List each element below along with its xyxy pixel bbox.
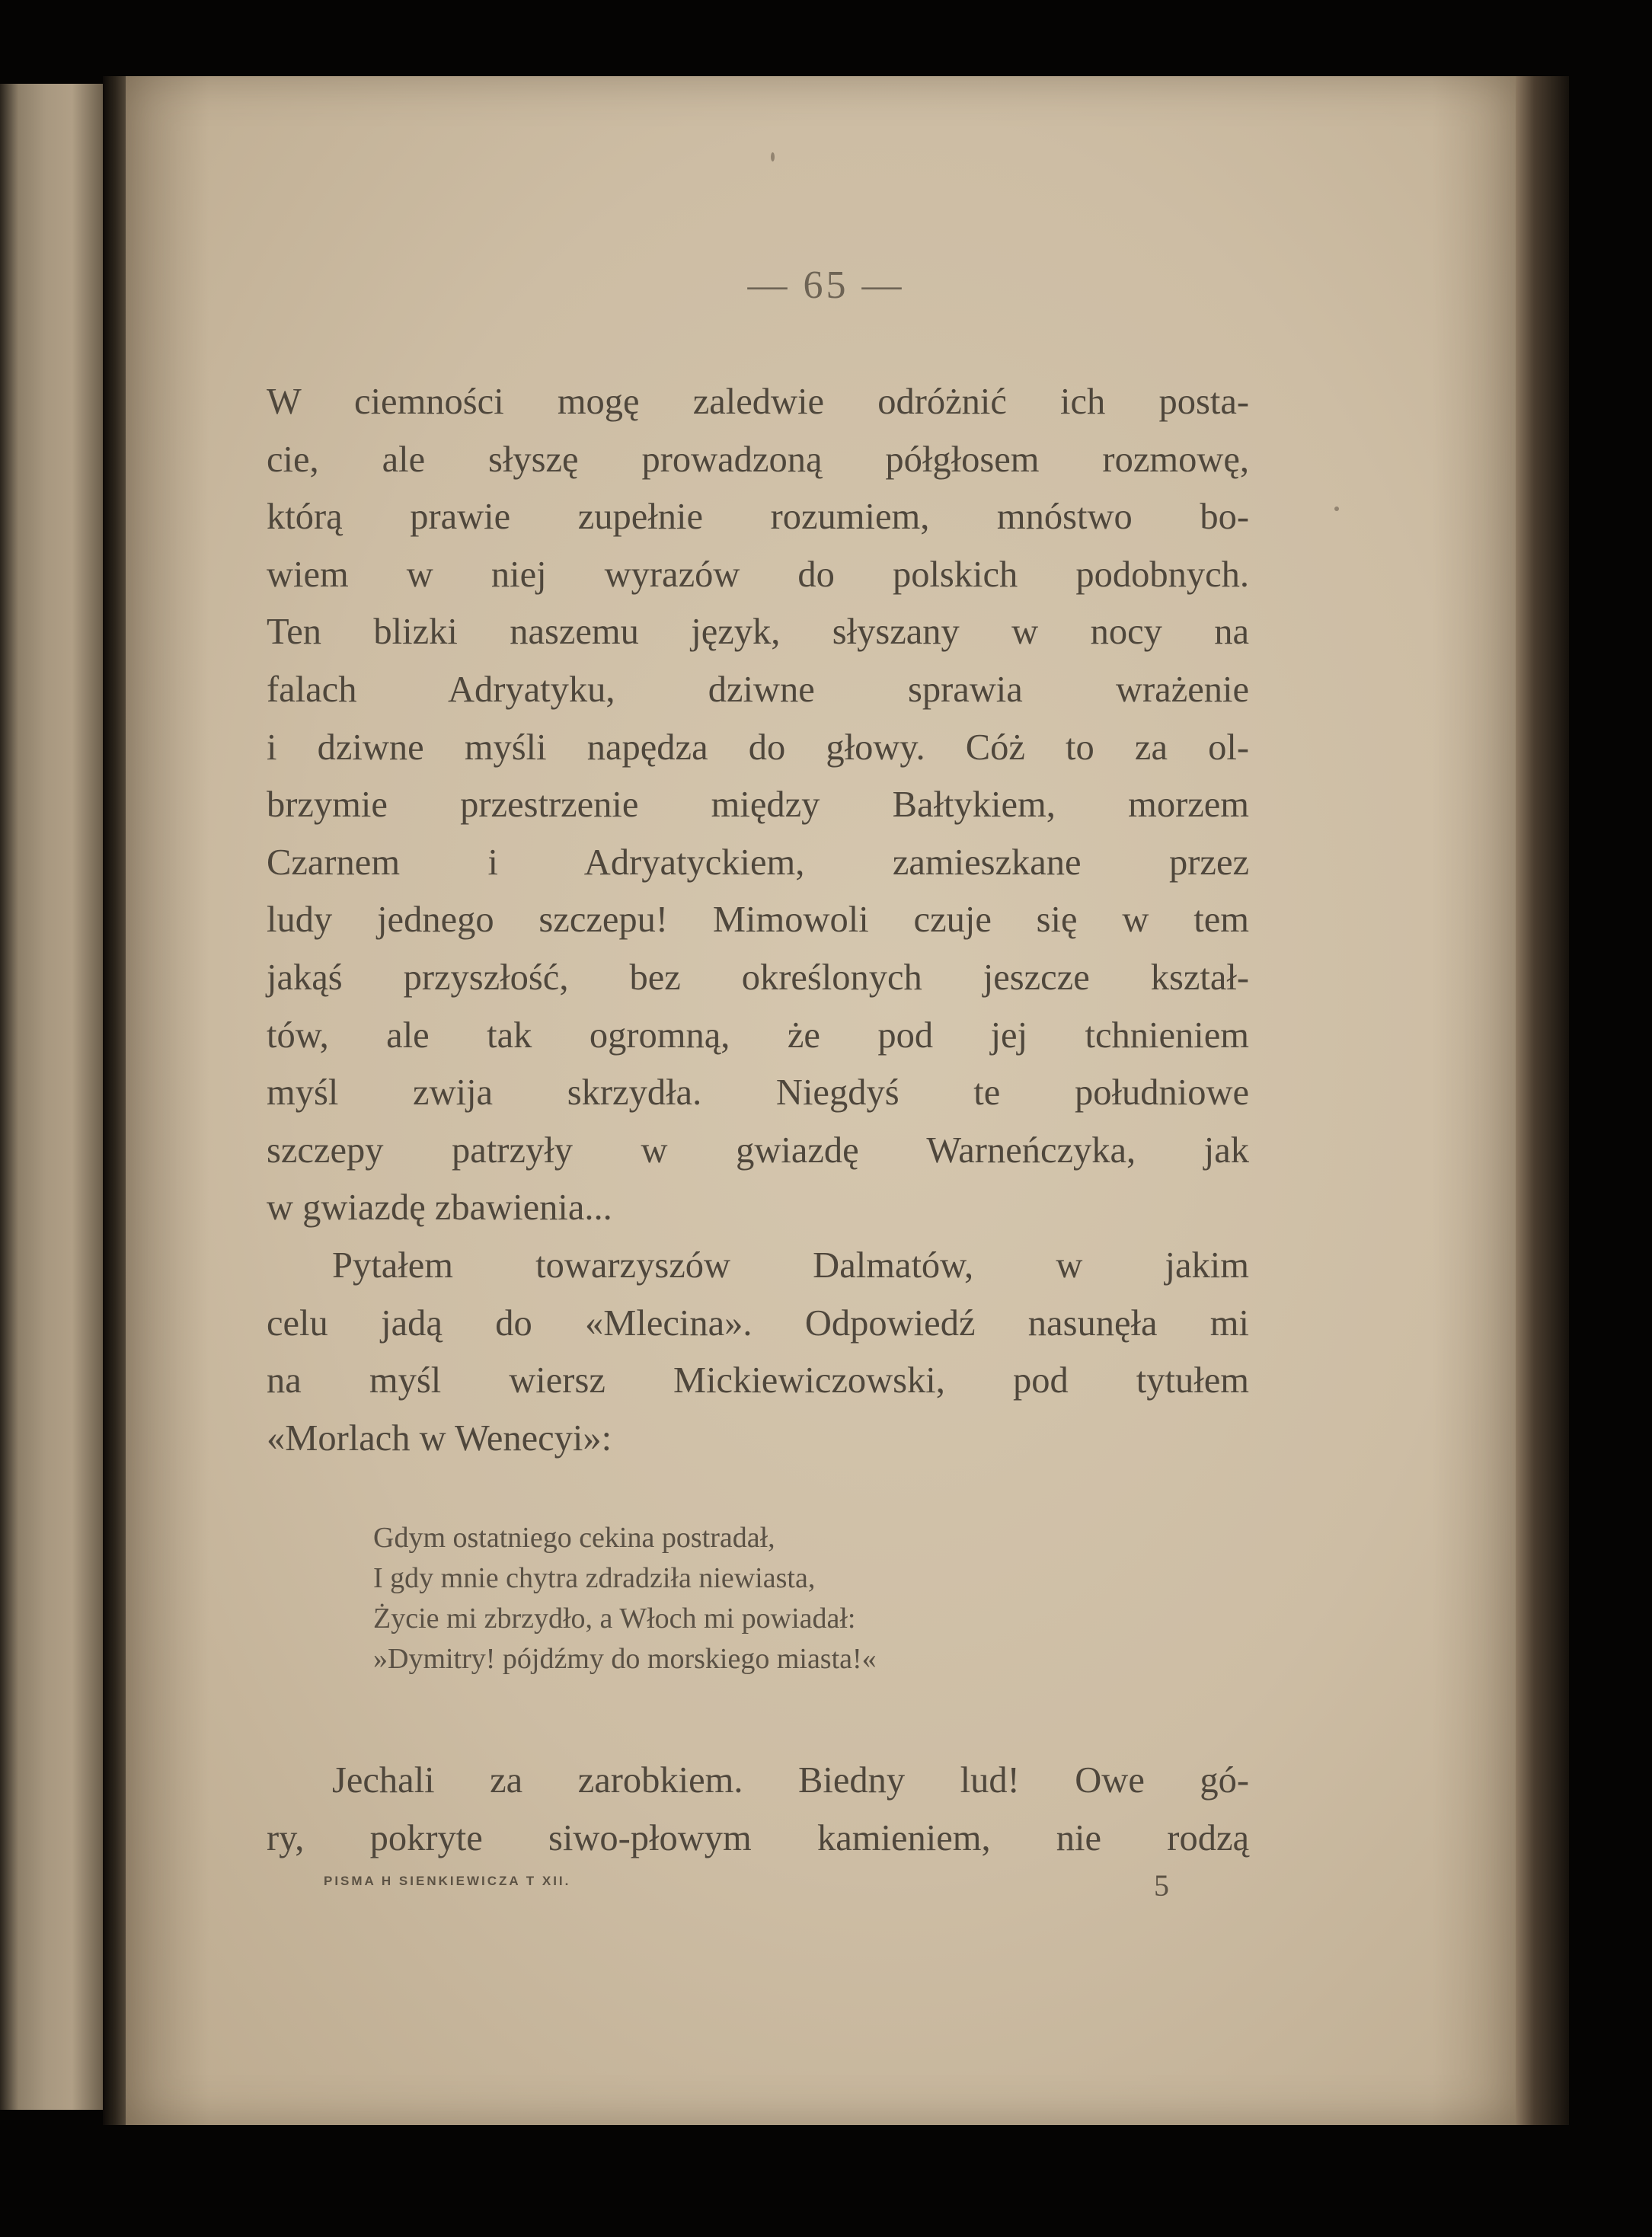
text-line: jakąś przyszłość, bez określonych jeszcze kształ-: [267, 957, 1249, 998]
text-line: brzymie przestrzenie między Bałtykiem, morzem: [267, 785, 1249, 826]
text-line: celu jadą do «Mlecina». Odpowiedź nasunęła mi: [267, 1302, 1249, 1344]
paper-speck: [771, 152, 775, 161]
text-line: i dziwne myśli napędza do głowy. Cóż to za ol-: [267, 727, 1249, 768]
text-line: w gwiazdę zbawienia...: [267, 1187, 612, 1229]
text-line: falach Adryatyku, dziwne sprawia wrażenie: [267, 669, 1249, 710]
text-line: Pytałem towarzyszów Dalmatów, w jakim: [332, 1245, 1249, 1286]
text-line: na myśl wiersz Mickiewiczowski, pod tytułem: [267, 1360, 1249, 1401]
previous-page-edge: [0, 84, 103, 2110]
verse-quote: [373, 1518, 1135, 1679]
verse-line: I gdy mnie chytra zdradziła niewiasta,: [373, 1562, 816, 1594]
text-line: wiem w niej wyrazów do polskich podobnych.: [267, 554, 1249, 595]
text-line: ry, pokryte siwo-płowym kamieniem, nie rodzą: [267, 1818, 1249, 1858]
text-line: szczepy patrzyły w gwiazdę Warneńczyka, jak: [267, 1130, 1249, 1171]
text-line: cie, ale słyszę prowadzoną półgłosem rozmowę,: [267, 439, 1249, 480]
closing-paragraph: [267, 1752, 1249, 1868]
verse-line: Życie mi zbrzydło, a Włoch mi powiadał:: [373, 1603, 856, 1635]
text-line: myśl zwija skrzydła. Niegdyś te południowe: [267, 1072, 1249, 1114]
body-text: [267, 373, 1249, 1467]
page-right-edge: [1516, 76, 1569, 2125]
text-line: Czarnem i Adryatyckiem, zamieszkane przez: [267, 842, 1249, 883]
text-line: ludy jednego szczepu! Mimowoli czuje się w tem: [267, 900, 1249, 941]
verse-line: Gdym ostatniego cekina postradał,: [373, 1522, 775, 1554]
text-line: Ten blizki naszemu język, słyszany w nocy na: [267, 612, 1249, 653]
signature-mark: PISMA H SIENKIEWICZA T XII.: [324, 1874, 571, 1888]
text-line: którą prawie zupełnie rozumiem, mnóstwo bo-: [267, 497, 1249, 538]
text-line: tów, ale tak ogromną, że pod jej tchnieniem: [267, 1015, 1249, 1056]
paper-speck: [1334, 507, 1339, 511]
text-line: Jechali za zarobkiem. Biedny lud! Owe gó-: [332, 1760, 1249, 1801]
signature-number: 5: [1154, 1868, 1169, 1903]
verse-line: »Dymitry! pójdźmy do morskiego miasta!«: [373, 1643, 877, 1675]
text-line: «Morlach w Wenecyi»:: [267, 1417, 612, 1459]
text-line: W ciemności mogę zaledwie odróżnić ich posta-: [267, 382, 1249, 422]
page-number: — 65 —: [747, 264, 905, 307]
